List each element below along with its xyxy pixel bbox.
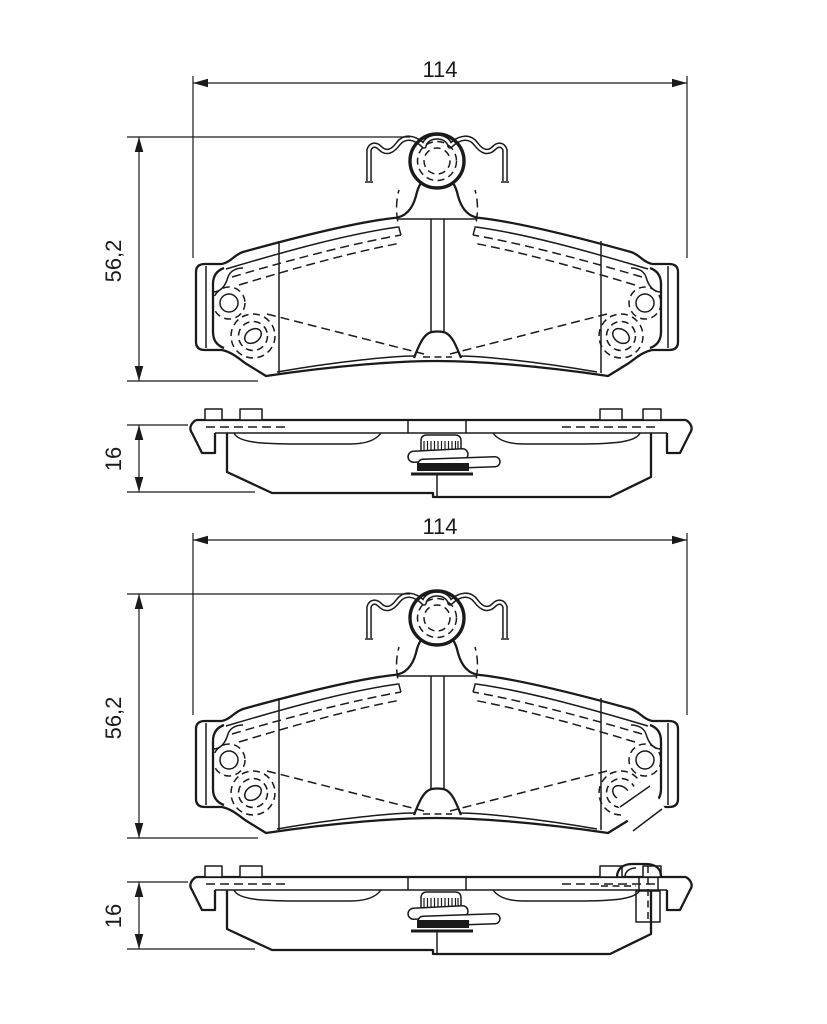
bottom-assembly-front-view <box>196 591 678 833</box>
bottom-width-label: 114 <box>422 514 458 539</box>
top-assembly-side-view <box>190 409 691 497</box>
bottom-thickness-label: 16 <box>101 903 126 929</box>
top-width-label: 114 <box>422 57 458 82</box>
bottom-assembly-side-view <box>190 866 691 954</box>
top-assembly-front-view <box>196 134 678 376</box>
bottom-height-label: 56,2 <box>101 696 126 740</box>
wear-indicator-loop-inner <box>625 868 636 877</box>
top-height-label: 56,2 <box>101 239 126 283</box>
top-thickness-label: 16 <box>101 446 126 472</box>
bottom-assembly <box>101 514 692 954</box>
